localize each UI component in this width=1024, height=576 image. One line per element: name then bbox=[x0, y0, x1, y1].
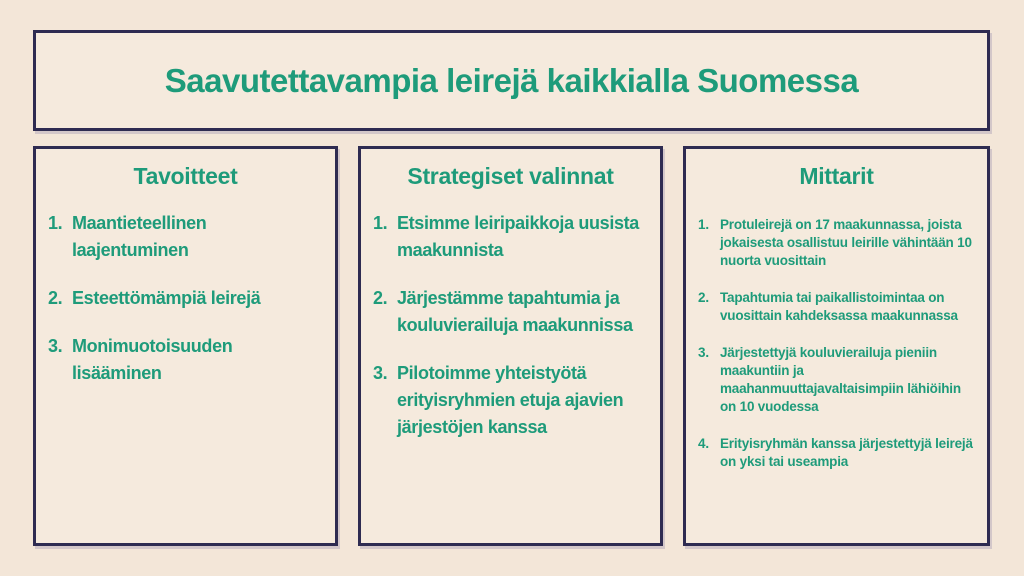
list-item: Pilotoimme yhteistyötä erityisryhmien etuja ajavien järjestöjen kanssa bbox=[397, 363, 624, 437]
goals-heading: Tavoitteet bbox=[133, 163, 238, 189]
title-panel bbox=[33, 30, 990, 131]
metrics-list bbox=[698, 216, 975, 471]
list-item: Protuleirejä on 17 maakunnassa, joista jokaisesta osallistuu leirille vähintään 10 nuorta vuosittain bbox=[720, 217, 972, 268]
list-item: Etsimme leiripaikkoja uusista maakunnista bbox=[397, 213, 639, 260]
list-item: Järjestettyjä kouluvierailuja pieniin maakuntiin ja maahanmuuttajavaltaisimpiin lähiöihin on 10 vuodessa bbox=[720, 345, 961, 414]
list-item: Erityisryhmän kanssa järjestettyjä leirejä on yksi tai useampia bbox=[720, 436, 973, 469]
goals-panel bbox=[33, 146, 338, 546]
list-item: Monimuotoisuuden lisääminen bbox=[72, 336, 233, 383]
goals-list bbox=[48, 210, 323, 387]
strategic-choices-panel bbox=[358, 146, 663, 546]
metrics-panel bbox=[683, 146, 990, 546]
columns-row bbox=[33, 146, 990, 546]
metrics-heading: Mittarit bbox=[799, 163, 874, 189]
slide-title: Saavutettavampia leirejä kaikkialla Suomessa bbox=[164, 61, 859, 99]
list-item: Maantieteellinen laajentuminen bbox=[72, 213, 207, 260]
list-item: Tapahtumia tai paikallistoimintaa on vuosittain kahdeksassa maakunnassa bbox=[720, 290, 958, 323]
strategic-choices-list bbox=[373, 210, 648, 441]
list-item: Järjestämme tapahtumia ja kouluvierailuja maakunnissa bbox=[397, 288, 633, 335]
strategic-choices-heading: Strategiset valinnat bbox=[407, 163, 614, 189]
list-item: Esteettömämpiä leirejä bbox=[72, 288, 261, 308]
